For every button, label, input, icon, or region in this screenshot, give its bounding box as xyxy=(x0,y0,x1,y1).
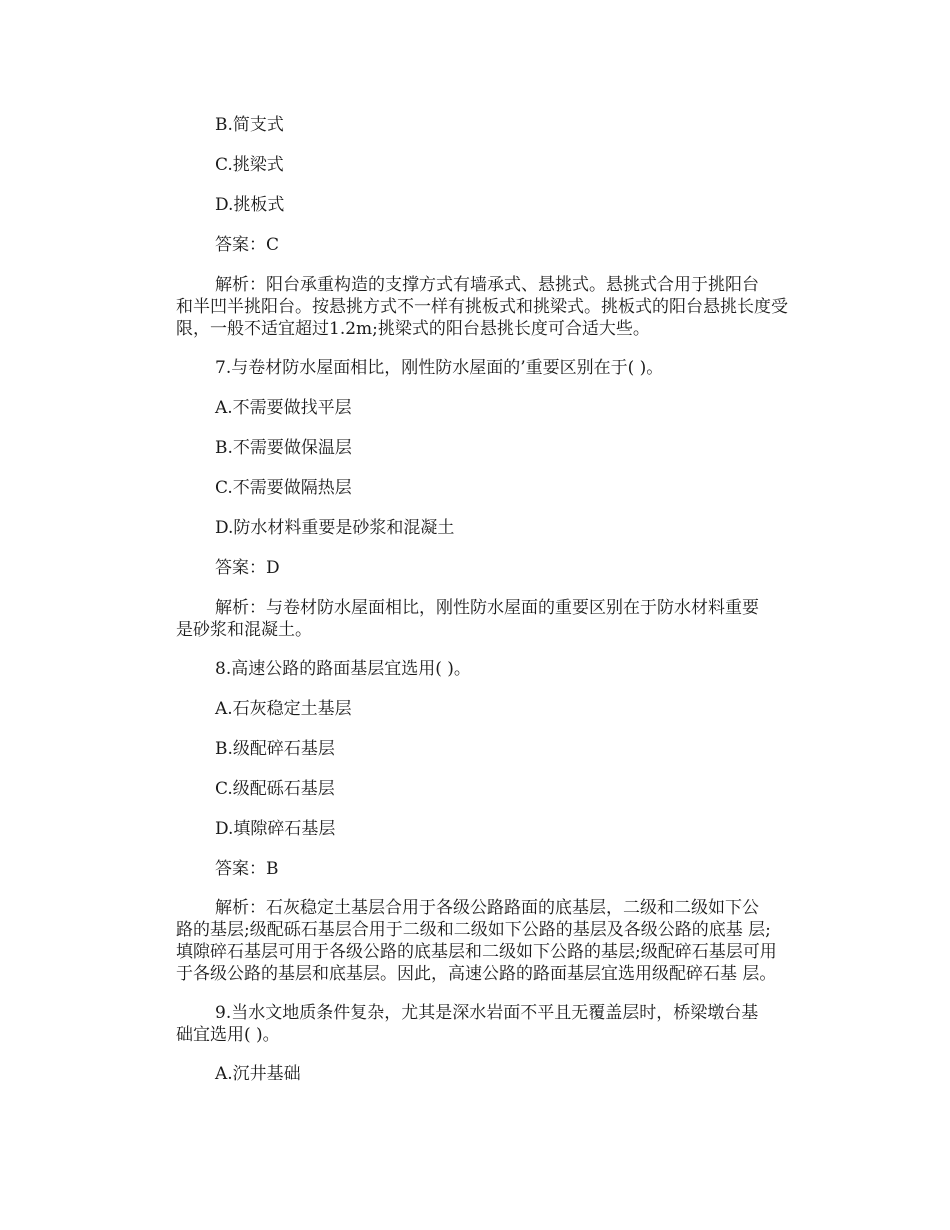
q8-option-c: C.级配砾石基层 xyxy=(215,779,335,799)
q7-option-d: D.防水材料重要是砂浆和混凝土 xyxy=(215,518,455,538)
q8-option-d: D.填隙碎石基层 xyxy=(215,819,336,839)
q6-option-d: D.挑板式 xyxy=(215,195,285,215)
q8-analysis-line: 解析：石灰稳定土基层合用于各级公路路面的底基层，二级和二级如下公 xyxy=(215,898,759,918)
q8-analysis-line: 路的基层;级配砾石基层合用于二级和二级如下公路的基层及各级公路的底基 层; xyxy=(176,920,771,940)
q7-option-c: C.不需要做隔热层 xyxy=(215,478,352,498)
q6-option-b: B.简支式 xyxy=(215,115,284,135)
q8-option-a: A.石灰稳定土基层 xyxy=(215,699,352,719)
q8-analysis-line: 于各级公路的基层和底基层。因此，高速公路的路面基层宜选用级配碎石基 层。 xyxy=(176,964,777,984)
q9-question-line: 础宜选用( )。 xyxy=(176,1025,280,1045)
q9-question-line: 9.当水文地质条件复杂，尤其是深水岩面不平且无覆盖层时，桥梁墩台基 xyxy=(215,1003,759,1023)
q6-analysis-line: 限，一般不适宜超过1.2m;挑梁式的阳台悬挑长度可合适大些。 xyxy=(176,319,650,339)
q9-option-a: A.沉井基础 xyxy=(215,1064,301,1084)
q7-option-b: B.不需要做保温层 xyxy=(215,438,352,458)
q6-option-c: C.挑梁式 xyxy=(215,155,284,175)
q7-analysis-line: 是砂浆和混凝土。 xyxy=(176,620,312,640)
q7-question: 7.与卷材防水屋面相比，刚性防水屋面的’重要区别在于( )。 xyxy=(215,358,664,378)
q8-answer: 答案：B xyxy=(215,859,279,879)
q6-analysis-line: 和半凹半挑阳台。按悬挑方式不一样有挑板式和挑梁式。挑板式的阳台悬挑长度受 xyxy=(176,297,788,317)
q7-answer: 答案：D xyxy=(215,558,280,578)
q6-analysis-line: 解析：阳台承重构造的支撑方式有墙承式、悬挑式。悬挑式合用于挑阳台 xyxy=(215,275,759,295)
q7-option-a: A.不需要做找平层 xyxy=(215,398,352,418)
q6-answer: 答案：C xyxy=(215,235,280,255)
q8-question: 8.高速公路的路面基层宜选用( )。 xyxy=(215,659,471,679)
q8-analysis-line: 填隙碎石基层可用于各级公路的底基层和二级如下公路的基层;级配碎石基层可用 xyxy=(176,942,777,962)
q8-option-b: B.级配碎石基层 xyxy=(215,739,335,759)
q7-analysis-line: 解析：与卷材防水屋面相比，刚性防水屋面的重要区别在于防水材料重要 xyxy=(215,598,759,618)
